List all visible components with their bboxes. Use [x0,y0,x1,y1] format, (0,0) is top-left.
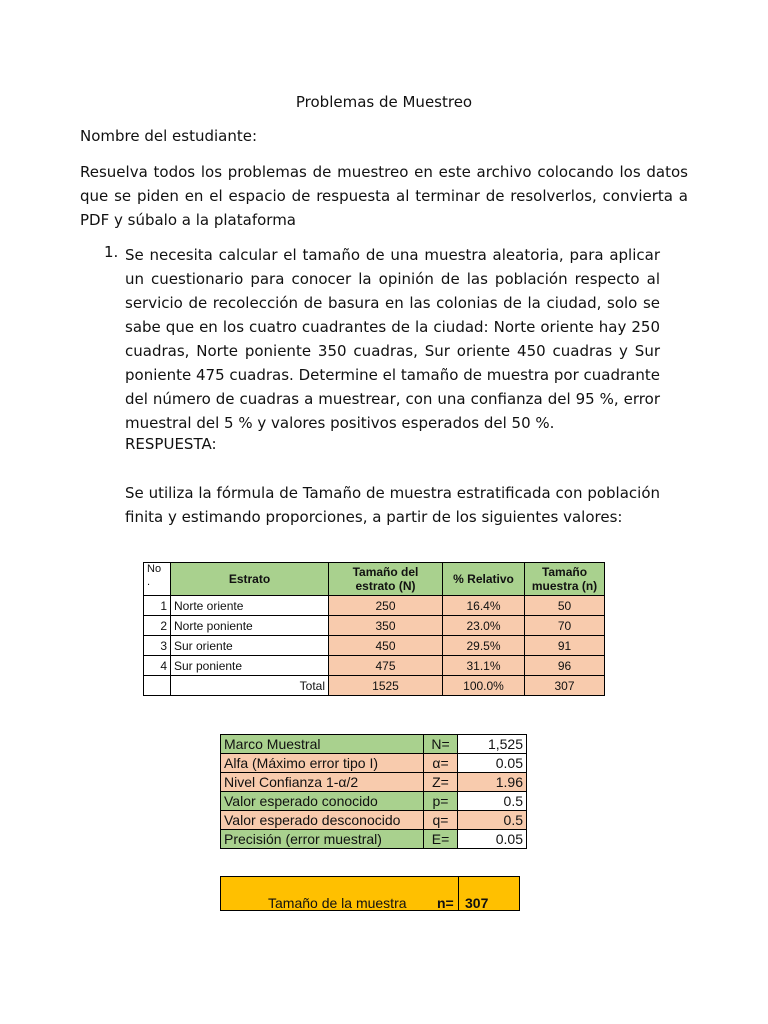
param-label: Marco Muestral [221,735,424,754]
table-row [144,616,605,636]
row-muestra: 91 [525,636,605,656]
param-row [221,773,527,792]
result-symbol: n= [437,895,454,911]
header-muestra: Tamaño muestra (n) [525,563,605,596]
student-name-label: Nombre del estudiante: [80,127,258,145]
row-no: 4 [144,656,171,676]
table-row [144,656,605,676]
total-relativo: 100.0% [443,676,525,696]
total-row [144,676,605,696]
table-row [144,636,605,656]
row-muestra: 96 [525,656,605,676]
row-no: 3 [144,636,171,656]
param-value: 1.96 [458,773,527,792]
total-label: Total [171,676,329,696]
row-estrato: Sur oriente [171,636,329,656]
param-value: 0.05 [458,830,527,849]
total-no [144,676,171,696]
row-muestra: 70 [525,616,605,636]
strata-header-row [144,563,605,596]
parameters-table [220,734,527,849]
header-relativo: % Relativo [443,563,525,596]
instructions-paragraph: Resuelva todos los problemas de muestreo en este archivo colocando los datos que se piden en el espacio de respuesta al terminar de resolverlos, convierta a PDF y súbalo a la plataforma [80,163,688,229]
problem-number: 1. [104,243,119,261]
param-symbol: N= [424,735,458,754]
table-row [144,596,605,616]
total-tamano: 1525 [329,676,443,696]
row-tamano: 250 [329,596,443,616]
row-tamano: 450 [329,636,443,656]
param-label: Valor esperado desconocido [221,811,424,830]
page-title: Problemas de Muestreo [295,93,473,111]
param-row [221,811,527,830]
param-symbol: p= [424,792,458,811]
total-muestra: 307 [525,676,605,696]
result-value: 307 [465,895,489,911]
row-no: 1 [144,596,171,616]
row-estrato: Norte oriente [171,596,329,616]
row-estrato: Norte poniente [171,616,329,636]
param-row [221,792,527,811]
param-row [221,735,527,754]
header-tamano: Tamaño del estrato (N) [329,563,443,596]
param-label: Nivel Confianza 1-α/2 [221,773,424,792]
formula-paragraph: Se utiliza la fórmula de Tamaño de muestra estratificada con población finita y estimando proporciones, a partir de los siguientes valores: [125,484,660,526]
row-muestra: 50 [525,596,605,616]
strata-table [143,562,605,696]
problem-statement: Se necesita calcular el tamaño de una muestra aleatoria, para aplicar un cuestionario para conocer la opinión de las población respecto al servicio de recolección de basura en las colonias de la ciudad, solo se sabe que en los cuatro cuadrantes de la ciudad: Norte oriente hay 250 cuadras, Norte poniente 350 cuadras, Sur oriente 450 cuadras y Sur poniente 475 cuadras. Determine el tamaño de muestra por cuadrante del número de cuadras a muestrear, con una confianza del 95 %, error muestral del 5 % y valores positivos esperados del 50 %. [125,246,660,432]
row-relativo: 16.4% [443,596,525,616]
param-symbol: Z= [424,773,458,792]
param-symbol: α= [424,754,458,773]
param-label: Alfa (Máximo error tipo I) [221,754,424,773]
row-tamano: 350 [329,616,443,636]
row-estrato: Sur poniente [171,656,329,676]
param-symbol: q= [424,811,458,830]
param-row [221,754,527,773]
header-estrato: Estrato [171,563,329,596]
param-value: 1,525 [458,735,527,754]
answer-label: RESPUESTA: [125,435,217,453]
result-label: Tamaño de la muestra [268,895,407,911]
result-divider [458,877,459,910]
param-value: 0.5 [458,811,527,830]
row-no: 2 [144,616,171,636]
sample-size-result [220,876,520,911]
param-symbol: E= [424,830,458,849]
row-relativo: 23.0% [443,616,525,636]
row-tamano: 475 [329,656,443,676]
param-label: Valor esperado conocido [221,792,424,811]
header-no: No . [144,563,171,596]
row-relativo: 31.1% [443,656,525,676]
param-label: Precisión (error muestral) [221,830,424,849]
param-row [221,830,527,849]
param-value: 0.05 [458,754,527,773]
row-relativo: 29.5% [443,636,525,656]
param-value: 0.5 [458,792,527,811]
